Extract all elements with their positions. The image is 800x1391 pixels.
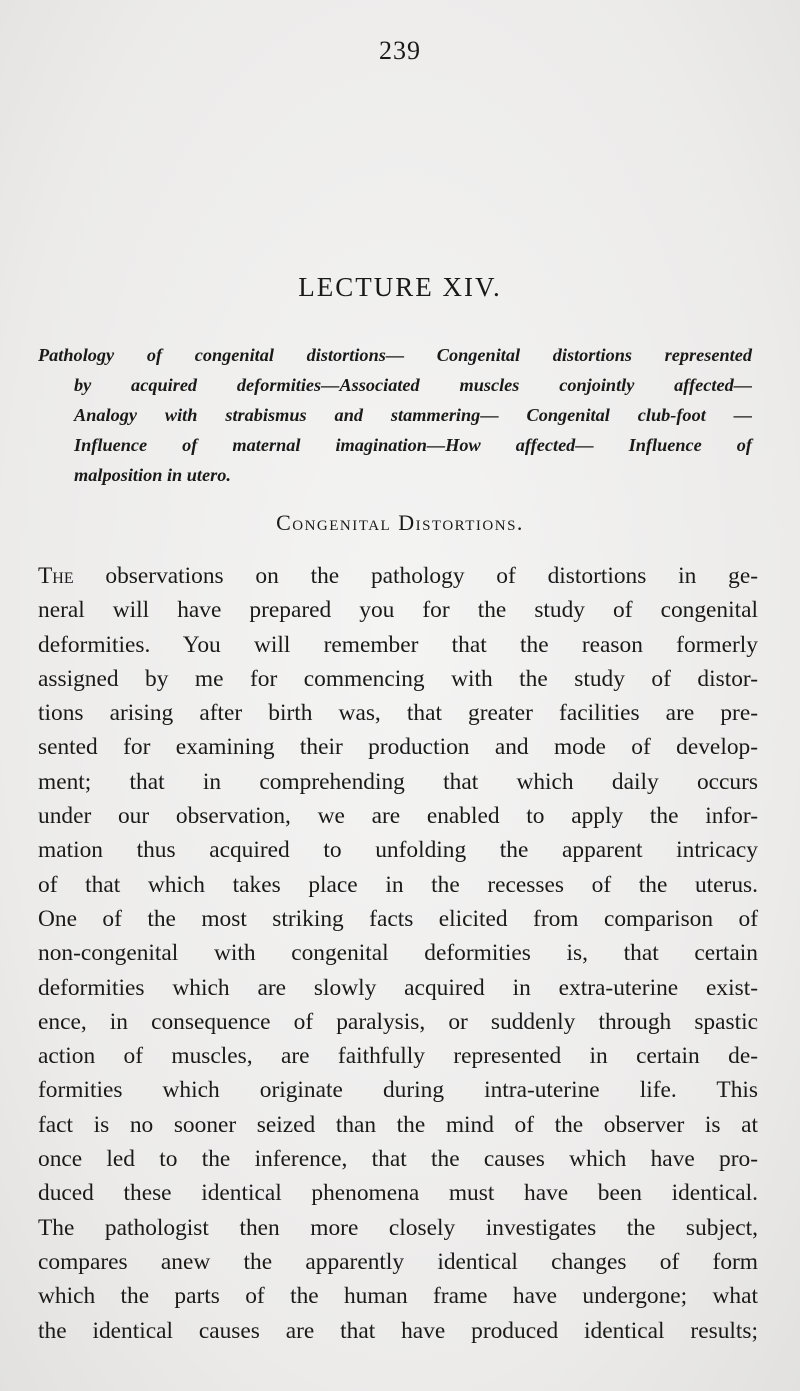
body-line: formities which originate during intra-uterine life. This xyxy=(38,1077,758,1104)
body-line: under our observation, we are enabled to apply the infor- xyxy=(38,803,758,830)
summary-line: Analogy with strabismus and stammering— Congenital club-foot — xyxy=(74,405,752,425)
body-line: duced these identical phenomena must have been identical. xyxy=(38,1180,758,1207)
body-paragraph xyxy=(38,559,758,1348)
body-line: action of muscles, are faithfully represented in certain de- xyxy=(38,1043,758,1070)
body-line: of that which takes place in the recesses of the uterus. xyxy=(38,871,758,898)
body-line: assigned by me for commencing with the study of distor- xyxy=(38,665,758,692)
drop-lead-word: The xyxy=(38,563,74,589)
body-line: non-congenital with congenital deformities is, that certain xyxy=(38,940,758,967)
body-line: deformities which are slowly acquired in extra-uterine exist- xyxy=(38,974,758,1001)
body-line: The pathologist then more closely investigates the subject, xyxy=(38,1214,758,1241)
lecture-summary xyxy=(38,340,752,490)
lecture-title: LECTURE XIV. xyxy=(298,272,502,302)
body-line: the identical causes are that have produced identical results; xyxy=(38,1317,758,1344)
body-line: One of the most striking facts elicited from comparison of xyxy=(38,905,758,932)
body-line: mation thus acquired to unfolding the apparent intricacy xyxy=(38,837,758,864)
summary-line: Influence of maternal imagination—How affected— Influence of xyxy=(74,435,752,455)
body-line: neral will have prepared you for the study of congenital xyxy=(38,597,758,624)
body-line: compares anew the apparently identical changes of form xyxy=(38,1248,758,1275)
summary-line: by acquired deformities—Associated muscles conjointly affected— xyxy=(74,375,752,395)
summary-line: malposition in utero. xyxy=(74,465,231,485)
body-line: once led to the inference, that the causes which have pro- xyxy=(38,1146,758,1173)
body-line: fact is no sooner seized than the mind of the observer is at xyxy=(38,1111,758,1138)
body-line: sented for examining their production and mode of develop- xyxy=(38,734,758,761)
body-line: ment; that in comprehending that which daily occurs xyxy=(38,768,758,795)
body-line-text: observations on the pathology of distortions in ge- xyxy=(73,563,758,589)
section-heading: Congenital Distortions. xyxy=(276,510,524,535)
body-line: tions arising after birth was, that greater facilities are pre- xyxy=(38,700,758,727)
body-line: ence, in consequence of paralysis, or suddenly through spastic xyxy=(38,1008,758,1035)
summary-line: Pathology of congenital distortions— Congenital distortions represented xyxy=(38,345,752,365)
body-line xyxy=(38,559,758,593)
body-line: deformities. You will remember that the reason formerly xyxy=(38,631,758,658)
page-number: 239 xyxy=(379,36,421,65)
body-line: which the parts of the human frame have undergone; what xyxy=(38,1283,758,1310)
